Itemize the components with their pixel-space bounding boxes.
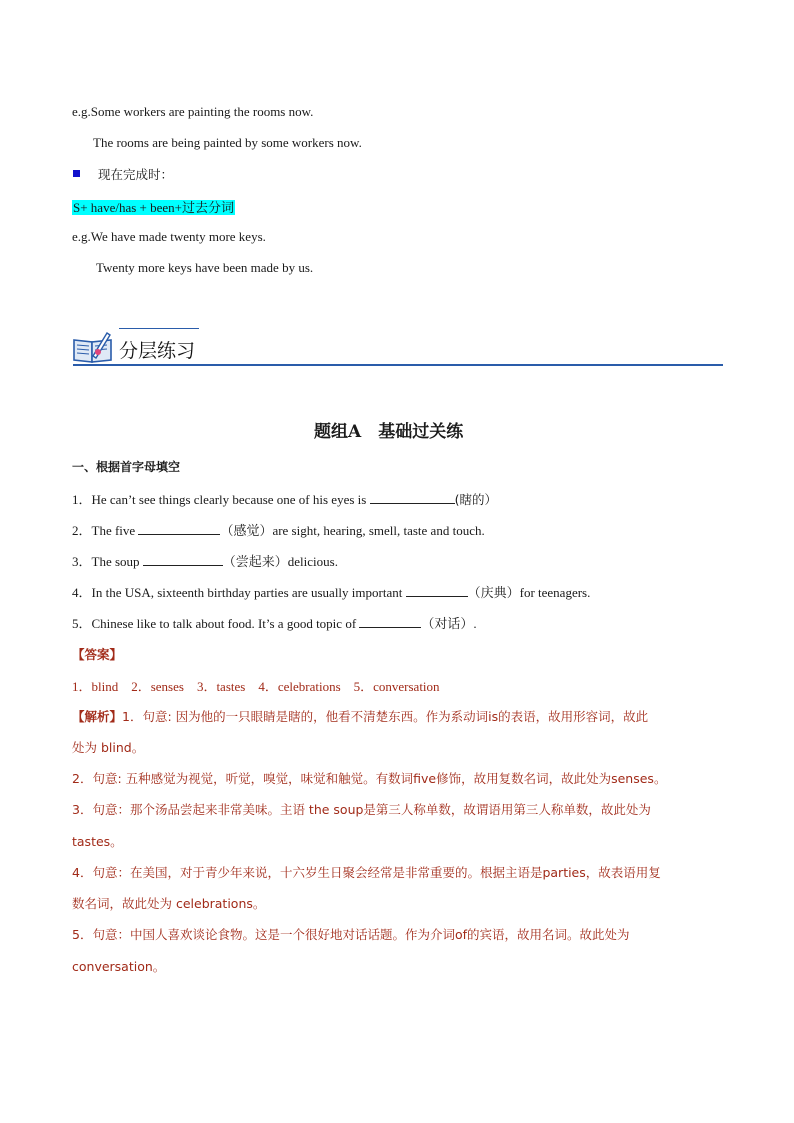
answer-blank-2[interactable] [138,522,220,535]
book-pen-icon [71,330,115,364]
question-3 [72,551,338,570]
answers-line: 1．blind 2．senses 3．tastes 4．celebrations 5．conversation [72,679,440,694]
example-1-passive: The rooms are being painted by some workers now. [93,135,362,150]
analysis-line-4: 3．句意：那个汤品尝起来非常美味。主语 the soup是第三人称单数，故谓语用第三人称单数，故此处为 [72,802,651,817]
group-title: 题组A 基础过关练 [314,422,464,442]
square-bullet-icon [73,170,80,177]
section-top-rule [119,328,199,329]
example-1-active: e.g.Some workers are painting the rooms now. [72,104,314,119]
question-1 [72,489,497,508]
answer-blank-4[interactable] [406,584,468,597]
answer-label: 【答案】 [72,647,123,662]
question-5-hint: （对话）. [421,616,477,631]
question-3-hint: （尝起来）delicious. [222,554,338,569]
question-1-hint: (瞎的） [454,492,497,507]
question-3-text: 3．The soup [72,554,143,569]
part-1-title: 一、根据首字母填空 [72,460,181,474]
question-2 [72,520,485,539]
analysis-text-1: 1．句意: 因为他的一只眼睛是瞎的，他看不清楚东西。作为系动词is的表语，故用形容词，故此 [122,709,649,724]
analysis-line-5: tastes。 [72,834,123,849]
section-bottom-rule [73,364,723,366]
question-2-text: 2．The five [72,523,139,538]
answer-blank-5[interactable] [359,615,421,628]
analysis-line-8: 5．句意：中国人喜欢谈论食物。这是一个很好地对话话题。作为介词of的宾语，故用名词。故此处为 [72,927,630,942]
answer-blank-3[interactable] [143,553,223,566]
formula-highlight: S+ have/has + been+过去分词 [73,200,234,215]
analysis-line-2: 处为 blind。 [72,740,145,755]
analysis-line-3: 2．句意: 五种感觉为视觉，听觉，嗅觉，味觉和触觉。有数词five修饰，故用复数名词，故此处为senses。 [72,771,667,786]
analysis-line-9: conversation。 [72,959,166,974]
example-2-passive: Twenty more keys have been made by us. [96,260,314,275]
answer-blank-1[interactable] [370,491,455,504]
question-5-text: 5．Chinese like to talk about food. It’s a good topic of [72,616,360,631]
example-2-active: e.g.We have made twenty more keys. [72,229,266,244]
question-4-text: 4．In the USA, sixteenth birthday parties are usually important [72,585,406,600]
present-perfect-label: 现在完成时： [98,167,174,182]
analysis-line-6: 4．句意：在美国，对于青少年来说，十六岁生日聚会经常是非常重要的。根据主语是parties，故表语用复 [72,865,661,880]
analysis-line-7: 数名词，故此处为 celebrations。 [72,896,266,911]
section-title: 分层练习 [119,340,196,362]
question-4 [72,582,590,601]
question-4-hint: （庆典）for teenagers. [467,585,591,600]
analysis-label: 【解析】 [72,709,123,724]
question-1-text: 1．He can’t see things clearly because one of his eyes is [72,492,370,507]
question-2-hint: （感觉）are sight, hearing, smell, taste and touch. [220,523,485,538]
analysis-line-1 [72,707,648,725]
formula-row [72,197,235,216]
question-5 [72,613,477,632]
